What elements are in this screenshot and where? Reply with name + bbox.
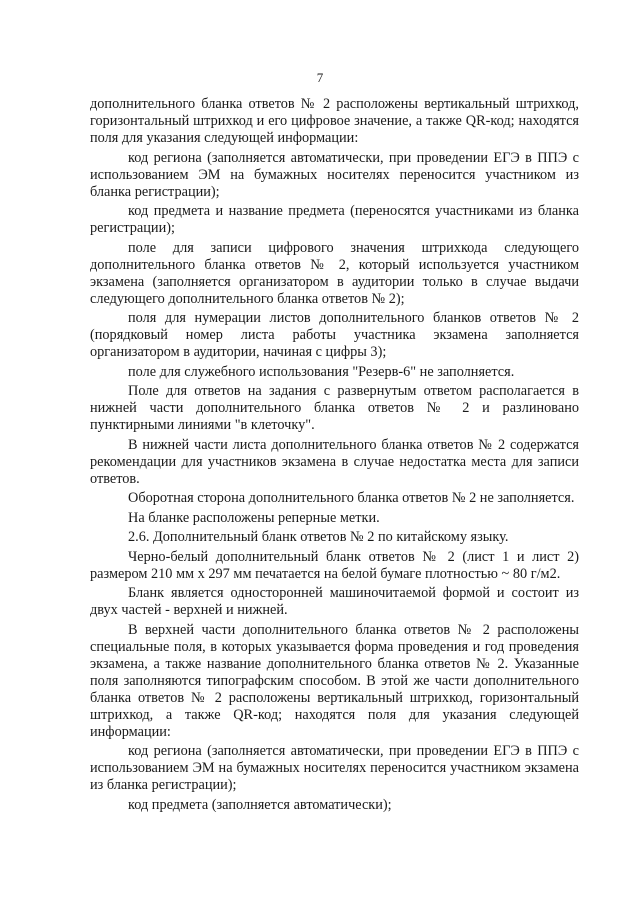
document-body	[90, 96, 579, 816]
paragraph: Поле для ответов на задания с развернутым ответом располагается в нижней части дополнительного бланка ответов № 2 и разлиновано пунктирными линиями "в клеточку".	[90, 383, 579, 433]
paragraph: Черно-белый дополнительный бланк ответов № 2 (лист 1 и лист 2) размером 210 мм х 297 мм печатается на белой бумаге плотностью ~ 80 г/м2.	[90, 548, 579, 582]
paragraph: Бланк является односторонней машиночитаемой формой и состоит из двух частей - верхней и нижней.	[90, 585, 579, 618]
page-number: 7	[316, 70, 324, 85]
paragraph: В верхней части дополнительного бланка ответов № 2 расположены специальные поля, в которых указывается форма проведения и год проведения экзамена, а также название дополнительного бланка ответов № 2. Указанные поля заполняются типографским способом. В этой же части дополнительного бланка ответов № 2 расположены вертикальный штрихкод, горизонтальный штрихкод, а также QR-код; находятся поля для указания следующей информации:	[90, 621, 579, 740]
paragraph: дополнительного бланка ответов № 2 расположены вертикальный штрихкод, горизонтальный штрихкод и его цифровое значение, а также QR-код; находятся поля для указания следующей информации:	[90, 96, 579, 146]
paragraph: На бланке расположены реперные метки.	[128, 509, 380, 526]
paragraph: Оборотная сторона дополнительного бланка ответов № 2 не заполняется.	[128, 490, 575, 506]
paragraph: поле для записи цифрового значения штрихкода следующего дополнительного бланка ответов № 2, который используется участником экзамена (заполняется организатором в аудитории только в случае выдачи следующего дополнительного бланка ответов № 2);	[90, 239, 579, 307]
paragraph: код региона (заполняется автоматически, при проведении ЕГЭ в ППЭ с использованием ЭМ на бумажных носителях переносится участником из бланка регистрации);	[90, 149, 579, 200]
paragraph: В нижней части листа дополнительного бланка ответов № 2 содержатся рекомендации для участников экзамена в случае недостатка места для записи ответов.	[90, 436, 579, 487]
paragraph: код предмета и название предмета (переносятся участниками из бланка регистрации);	[90, 203, 579, 236]
section-heading: 2.6. Дополнительный бланк ответов № 2 по китайскому языку.	[128, 529, 509, 545]
paragraph: код региона (заполняется автоматически, при проведении ЕГЭ в ППЭ с использованием ЭМ на бумажных носителях переносится участником экзамена из бланка регистрации);	[90, 743, 579, 793]
paragraph: код предмета (заполняется автоматически);	[128, 796, 392, 813]
paragraph: поля для нумерации листов дополнительного бланков ответов № 2 (порядковый номер листа работы участника экзамена заполняется организатором в аудитории, начиная с цифры 3);	[90, 310, 579, 360]
paragraph: поле для служебного использования "Резерв-6" не заполняется.	[128, 363, 515, 380]
